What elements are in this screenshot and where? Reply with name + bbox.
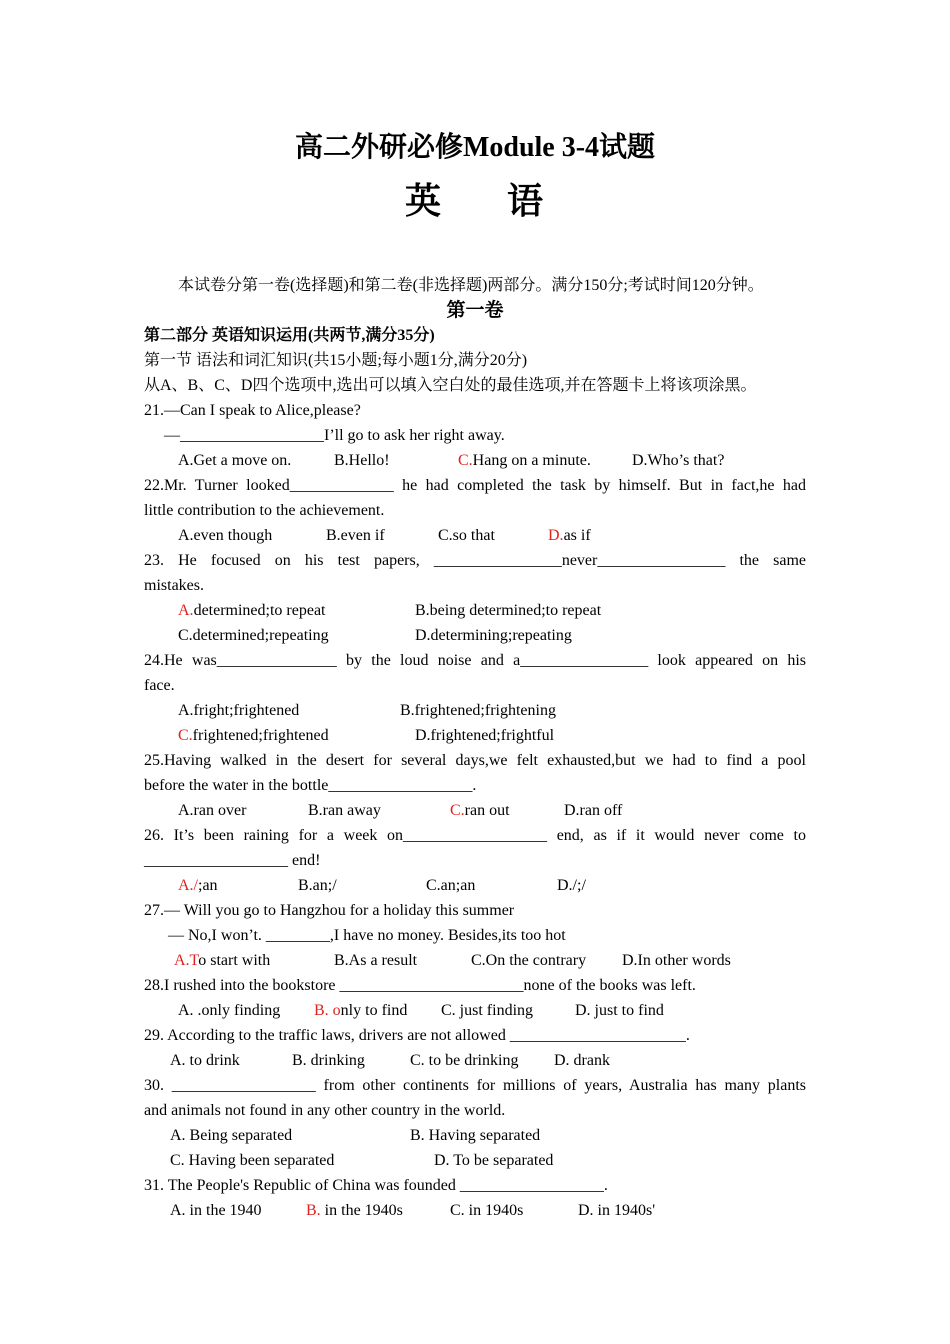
q31-answer-mark: B. bbox=[306, 1202, 321, 1219]
q29-stem-line1: 29. According to the traffic laws, drivers are not allowed ______________________. bbox=[144, 1027, 690, 1044]
q29-option-b: B. drinking bbox=[292, 1052, 365, 1069]
q23-answer-mark: A. bbox=[178, 602, 194, 619]
q31-option-b-text: in the 1940s bbox=[320, 1202, 403, 1219]
q22-stem-line1: 22.Mr. Turner looked_____________ he had completed the task by himself. But in fact,he had bbox=[144, 477, 806, 494]
q22-option-b: B.even if bbox=[326, 527, 385, 544]
q24-option-d: D.frightened;frightful bbox=[415, 727, 555, 744]
q22-answer-mark: D. bbox=[548, 527, 564, 544]
q25-stem-line1: 25.Having walked in the desert for several days,we felt exhausted,but we had to find a pool bbox=[144, 752, 806, 769]
subject-char-1: 英 bbox=[404, 181, 443, 221]
q21-option-c bbox=[458, 448, 591, 473]
q21-option-d: D.Who’s that? bbox=[632, 452, 725, 469]
q28-option-d: D. just to find bbox=[575, 1002, 664, 1019]
q22-option-c: C.so that bbox=[438, 527, 495, 544]
q26-option-d: D./;/ bbox=[557, 877, 586, 894]
q23-option-a-text: determined;to repeat bbox=[193, 602, 326, 619]
volume-heading: 第一卷 bbox=[446, 300, 504, 321]
q30-option-d: D. To be separated bbox=[434, 1152, 554, 1169]
q27-stem-line1: 27.— Will you go to Hangzhou for a holiday this summer bbox=[144, 902, 515, 919]
q23-option-d: D.determining;repeating bbox=[415, 627, 572, 644]
q21-option-c-text: Hang on a minute. bbox=[472, 452, 591, 469]
q27-option-d: D.In other words bbox=[622, 952, 731, 969]
q26-stem-line2: __________________ end! bbox=[144, 852, 321, 869]
instruction: 从A、B、C、D四个选项中,选出可以填入空白处的最佳选项,并在答题卡上将该项涂黑。 bbox=[144, 377, 757, 394]
q29-option-d: D. drank bbox=[554, 1052, 610, 1069]
exam-title: 高二外研必修Module 3-4试题 bbox=[294, 132, 656, 163]
exam-intro: 本试卷分第一卷(选择题)和第二卷(非选择题)两部分。满分150分;考试时间120分钟。 bbox=[178, 277, 764, 294]
q27-option-a-text: o start with bbox=[198, 952, 271, 969]
q25-option-c bbox=[450, 798, 510, 823]
q21-stem-line2: —__________________I’ll go to ask her right away. bbox=[164, 427, 505, 444]
q31-option-a: A. in the 1940 bbox=[170, 1202, 262, 1219]
q22-stem-line2: little contribution to the achievement. bbox=[144, 502, 385, 519]
q21-answer-mark: C. bbox=[458, 452, 473, 469]
q28-stem-line1: 28.I rushed into the bookstore _______________________none of the books was left. bbox=[144, 977, 696, 994]
q31-stem-line1: 31. The People's Republic of China was founded __________________. bbox=[144, 1177, 608, 1194]
q22-option-d-text: as if bbox=[563, 527, 591, 544]
q24-option-c-text: frightened;frightened bbox=[192, 727, 329, 744]
q26-answer-mark: A./ bbox=[178, 877, 198, 894]
q31-option-b bbox=[306, 1198, 403, 1223]
q22-option-a: A.even though bbox=[178, 527, 273, 544]
q24-stem-line2: face. bbox=[144, 677, 175, 694]
q21-stem-line1: 21.—Can I speak to Alice,please? bbox=[144, 402, 361, 419]
q25-stem-line2: before the water in the bottle__________________. bbox=[144, 777, 477, 794]
q23-stem-line1: 23. He focused on his test papers, ________________never________________ the same bbox=[144, 552, 806, 569]
q23-option-c: C.determined;repeating bbox=[178, 627, 329, 644]
q21-option-b: B.Hello! bbox=[334, 452, 390, 469]
part-heading: 第二部分 英语知识运用(共两节,满分35分) bbox=[144, 327, 435, 344]
q30-option-c: C. Having been separated bbox=[170, 1152, 335, 1169]
q27-option-a bbox=[174, 948, 270, 973]
q31-option-c: C. in 1940s bbox=[450, 1202, 524, 1219]
q23-stem-line2: mistakes. bbox=[144, 577, 204, 594]
q26-option-a-text: ;an bbox=[198, 877, 218, 894]
q29-option-a: A. to drink bbox=[170, 1052, 240, 1069]
q24-stem-line1: 24.He was_______________ by the loud noise and a________________ look appeared on his bbox=[144, 652, 806, 669]
q26-option-a bbox=[178, 873, 218, 898]
q27-answer-mark: A.T bbox=[174, 952, 199, 969]
q30-option-a: A. Being separated bbox=[170, 1127, 293, 1144]
q24-option-b: B.frightened;frightening bbox=[400, 702, 556, 719]
q25-answer-mark: C. bbox=[450, 802, 465, 819]
q24-option-a: A.fright;frightened bbox=[178, 702, 300, 719]
q21-option-a: A.Get a move on. bbox=[178, 452, 292, 469]
q23-option-a bbox=[178, 598, 326, 623]
q31-option-d: D. in 1940s' bbox=[578, 1202, 656, 1219]
q25-option-d: D.ran off bbox=[564, 802, 623, 819]
q24-option-c bbox=[178, 723, 329, 748]
q27-stem-line2: — No,I won’t. ________,I have no money. Besides,its too hot bbox=[168, 927, 566, 944]
q25-option-b: B.ran away bbox=[308, 802, 381, 819]
q29-option-c: C. to be drinking bbox=[410, 1052, 519, 1069]
q26-option-b: B.an;/ bbox=[298, 877, 337, 894]
q22-option-d bbox=[548, 523, 591, 548]
q26-stem-line1: 26. It’s been raining for a week on__________________ end, as if it would never come to bbox=[144, 827, 806, 844]
q26-option-c: C.an;an bbox=[426, 877, 476, 894]
q23-option-b: B.being determined;to repeat bbox=[415, 602, 602, 619]
q28-option-b bbox=[314, 998, 407, 1023]
q28-option-c: C. just finding bbox=[441, 1002, 534, 1019]
q30-option-b: B. Having separated bbox=[410, 1127, 541, 1144]
q24-answer-mark: C. bbox=[178, 727, 193, 744]
q30-stem-line1: 30. __________________ from other continents for millions of years, Australia has many plants bbox=[144, 1077, 806, 1094]
q30-stem-line2: and animals not found in any other country in the world. bbox=[144, 1102, 506, 1119]
q25-option-a: A.ran over bbox=[178, 802, 247, 819]
q27-option-c: C.On the contrary bbox=[471, 952, 587, 969]
section-heading: 第一节 语法和词汇知识(共15小题;每小题1分,满分20分) bbox=[144, 352, 528, 369]
subject-heading bbox=[0, 178, 950, 224]
q28-option-a: A. .only finding bbox=[178, 1002, 281, 1019]
q28-option-b-text: nly to find bbox=[340, 1002, 408, 1019]
q25-option-c-text: ran out bbox=[464, 802, 510, 819]
q28-answer-mark: B. o bbox=[314, 1002, 341, 1019]
subject-char-2: 语 bbox=[507, 181, 546, 221]
q27-option-b: B.As a result bbox=[334, 952, 418, 969]
